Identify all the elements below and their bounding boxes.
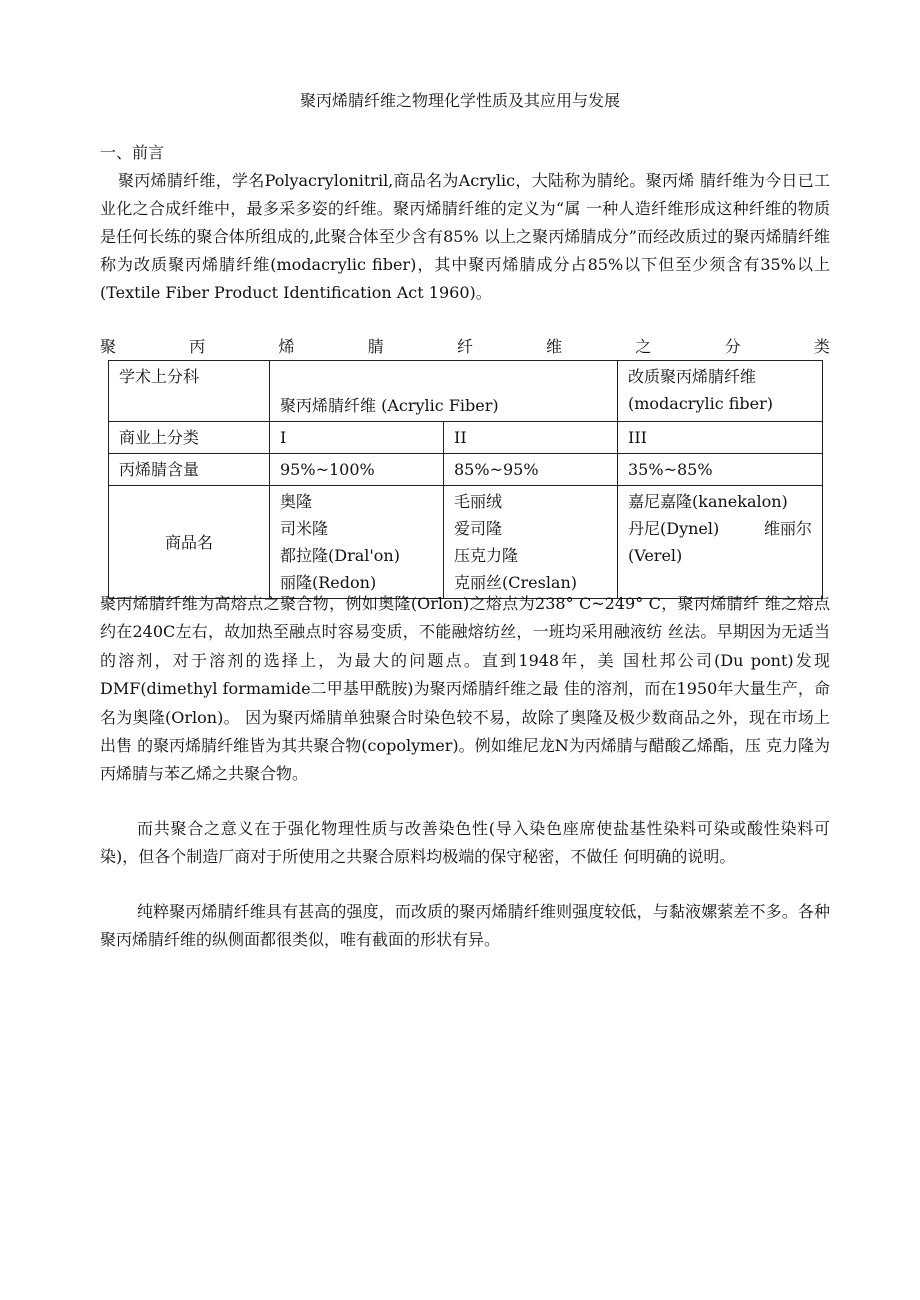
trade-name: 爱司隆 [454, 519, 503, 538]
modacrylic-line: (modacrylic fiber) [628, 394, 774, 413]
trade-name: 毛丽绒 [454, 492, 503, 511]
row-label-commercial: 商业上分类 [109, 422, 270, 454]
caption-char: 之 [635, 337, 652, 356]
trade-name: (Verel) [628, 546, 683, 565]
table-row [109, 454, 823, 486]
table-caption [100, 334, 830, 360]
table-cell: III [618, 422, 823, 454]
table-cell: II [444, 422, 618, 454]
caption-char: 分 [724, 337, 741, 356]
row-label-content: 丙烯腈含量 [109, 454, 270, 486]
table-cell: I [270, 422, 444, 454]
intro-paragraph: 聚丙烯腈纤维，学名Polyacrylonitril,商品名为Acrylic，大陆称为腈纶。聚丙烯 腈纤维为今日已工业化之合成纤维中，最多采多姿的纤维。聚丙烯腈纤维的定义为“属 一种人造纤维形成这种纤维的物质是任何长练的聚合体所组成的,此聚合体至少含有85% 以上之聚丙烯腈成分”而经改质过的聚丙烯腈纤维称为改质聚丙烯腈纤维(modacrylic fiber)，其中聚丙烯腈成分占85%以下但至少须含有35%以上(Textile Fiber Product Identification Act 1960)。 [100, 171, 830, 302]
table-cell: 95%~100% [270, 454, 444, 486]
strength-paragraph: 纯粹聚丙烯腈纤维具有甚高的强度，而改质的聚丙烯腈纤维则强度较低，与黏液嫘萦差不多。各种聚丙烯腈纤维的纵侧面都很类似，唯有截面的形状有异。 [100, 902, 830, 949]
trade-name: 维丽尔 [763, 519, 812, 538]
trade-name: 丹尼(Dynel) [628, 519, 720, 538]
caption-char: 腈 [367, 337, 384, 356]
classification-table [108, 360, 823, 599]
trade-names-cell [444, 486, 618, 599]
table-row [109, 361, 823, 422]
section-heading: 一、前言 [100, 143, 165, 162]
caption-char: 烯 [278, 337, 295, 356]
trade-names-cell [618, 486, 823, 599]
caption-char: 类 [813, 337, 830, 356]
table-row [109, 422, 823, 454]
trade-name: 丽隆(Redon) [280, 573, 377, 592]
modacrylic-line: 改质聚丙烯腈纤维 [628, 367, 757, 386]
caption-char: 纤 [456, 337, 473, 356]
caption-char: 维 [546, 337, 563, 356]
acrylic-fiber-cell: 聚丙烯腈纤维 (Acrylic Fiber) [270, 361, 618, 422]
modacrylic-cell [618, 361, 823, 422]
caption-char: 丙 [189, 337, 206, 356]
trade-name: 司米隆 [280, 519, 329, 538]
caption-char: 聚 [100, 337, 117, 356]
trade-name: 嘉尼嘉隆(kanekalon) [628, 492, 788, 511]
copolymer-paragraph: 而共聚合之意义在于强化物理性质与改善染色性(导入染色座席使盐基性染料可染或酸性染料可染)，但各个制造厂商对于所使用之共聚合原料均极端的保守秘密，不做任 何明确的说明。 [100, 819, 830, 866]
table-cell: 35%~85% [618, 454, 823, 486]
row-label-trade: 商品名 [109, 486, 270, 599]
trade-name: 都拉隆(Dral'on) [280, 546, 400, 565]
trade-name-row [628, 515, 812, 542]
table-cell: 85%~95% [444, 454, 618, 486]
row-label-academic: 学术上分科 [109, 361, 270, 422]
trade-name: 奥隆 [280, 492, 313, 511]
trade-name: 压克力隆 [454, 546, 519, 565]
trade-name: 克丽丝(Creslan) [454, 573, 578, 592]
document-title: 聚丙烯腈纤维之物理化学性质及其应用与发展 [299, 91, 620, 110]
table-row [109, 486, 823, 599]
melting-point-paragraph: 聚丙烯腈纤维为高熔点之聚合物，例如奥隆(Orlon)之熔点为238° C~249° C，聚丙烯腈纤 维之熔点约在240C左右，故加热至融点时容易变质，不能融熔纺丝，一班均采用融液纺 丝法。早期因为无适当的溶剂，对于溶剂的选择上，为最大的问题点。直到1948年，美 国杜邦公司(Du pont)发现DMF(dimethyl formamide二甲基甲酰胺)为聚丙烯腈纤维之最 佳的溶剂，而在1950年大量生产，命名为奥隆(Orlon)。 因为聚丙烯腈单独聚合时染色较不易，故除了奥隆及极少数商品之外，现在市场上出售 的聚丙烯腈纤维皆为其共聚合物(copolymer)。例如维尼龙N为丙烯腈与醋酸乙烯酯，压 克力隆为丙烯腈与苯乙烯之共聚合物。 [100, 594, 830, 784]
trade-names-cell [270, 486, 444, 599]
